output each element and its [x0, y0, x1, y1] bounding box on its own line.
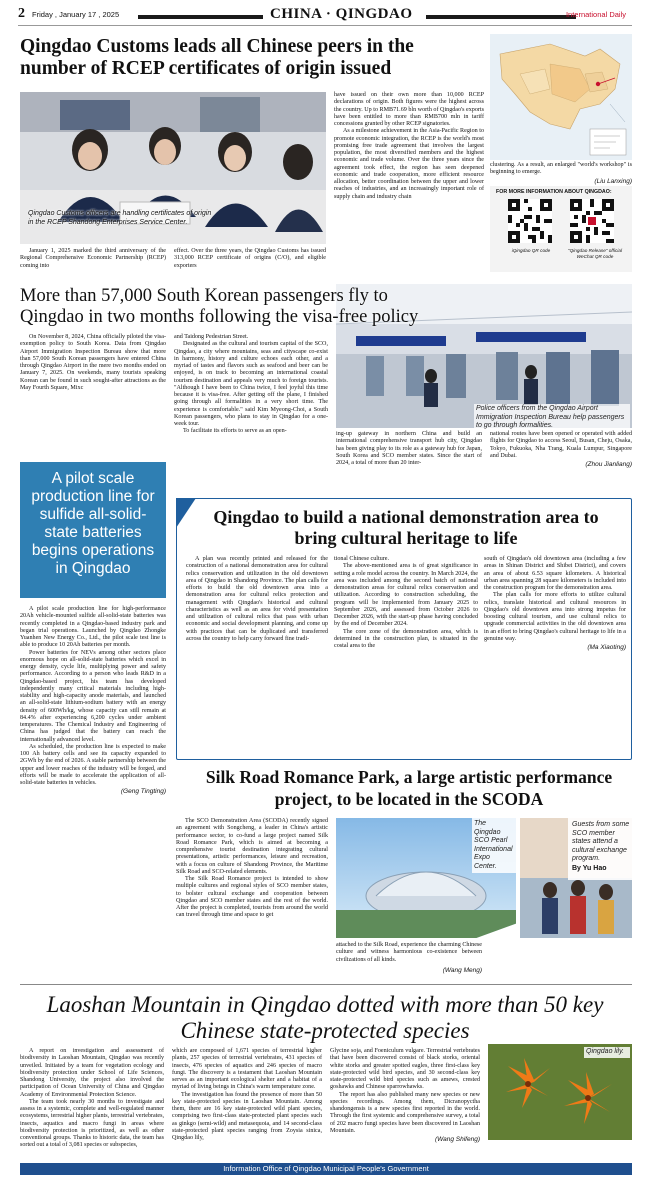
- article5-col3: Glycine soja, and Foeniculum vulgare. Terrestrial vertebrates that have been discovered consist of black storks, oriental white storks and greater spotted eagles, three first-class key state-protected wild bird species, and 30 second-class key state-protected wild bird species such as amews, crested goshawks and Chinese sparrowhawks. The report has also published many new species or new species recordings. Among them, Dicranopyctha shandongensis is a new species first reported in the world. Through the first systemic and comprehensive survey, a total of 202 macro fungi species have been discovered in Laoshan Mountain. (Wang Shifeng): [330, 1048, 480, 1143]
- footer-bar: [20, 1163, 632, 1175]
- article2-col4: national routes have been opened or operated with added flights for Qingdao to access Seoul, Busan, Cheju, Osaka, Tokyo, Fukuoka, Nha Trang, Kuala Lumpur, Singapore and Dubai. (Zhou Jianliang): [490, 431, 632, 468]
- wechat-qr-code[interactable]: [570, 199, 614, 243]
- article5-headline: Laoshan Mountain in Qingdao dotted with more than 50 key Chinese state-protected species: [46, 992, 604, 1043]
- article2-headline: More than 57,000 South Korean passengers fly to Qingdao in two months following the visa-free policy: [20, 286, 419, 327]
- publication-name: International Daily: [565, 10, 626, 19]
- header-rule: [18, 25, 632, 26]
- article4-col2: attached to the Silk Road, experience the charming Chinese culture and witness harmonious co-existence between civilizations of all kinds.: [336, 942, 482, 963]
- article4-credit: (Wang Meng): [442, 967, 482, 974]
- article5-col2: which are composed of 1,671 species of terrestrial higher plants, 257 species of terrestrial vertebrates, 431 species of insects, 476 species of aquatics and 246 species of macro fungi. The discovery is a testament that Laoshan Mountain serves as an important ecological shelter and a habitat of a myriad of living beings in China's warm temperature zone. The investigation has found the presence of more than 50 key state-protected species in Laoshan Mountain. Among them, there are 16 key state-protected wild plant species, comprising two first-class state-protected plant species such as ginkgo (semi-wild) and metasequoia, and 14 second-class state-protected plant species ranging from Zoysia sinica, Qingdao lily,: [172, 1048, 322, 1141]
- qingdao-lily-photo: [488, 1044, 632, 1140]
- header-divider-right: [426, 15, 576, 19]
- article1-credit: (Liu Lanxing): [594, 177, 632, 185]
- article5-rule: [20, 984, 632, 985]
- article4-col1: The SCO Demonstration Area (SCODA) recently signed an agreement with Songcheng, a leader in China's artistic performance sector, to co-fund a large project named Silk Road Romance Park, which is aimed at becoming a comprehensive tourist destination integrating cultural presentations, artistic performances, leisure and recreation, with a focus on culture of Shandong Province, the Maritime Silk Road and SCO-related elements. The Silk Road Romance project is intended to show multiple cultures and regional styles of SCO member states, to bolster cultural exchange and cooperation between Qingdao and SCO member states and the rest of the world. After the project is completed, tourists from around the world can travel through time and space to get: [176, 818, 328, 919]
- article3-col1: A plan was recently printed and released for the construction of a national demonstration area for cultural relics conservation and utilization in the old downtown area of Qingdao in Shandong Province. The plan calls for efforts to build the old downtown area into a demonstration area for cultural relics protection and management with Qingdao's historical and cultural characteristics as well as an area for vivid presentation and utilization of cultural relics that pass with urban economic and social development planning, and come up with practices that can be duplicated and transferred across the country to help carry forward fine tradi-: [186, 556, 328, 642]
- qr-info-box: [490, 186, 632, 272]
- article3-col2: tional Chinese culture. The above-mentioned area is of great significance in setting a role model across the country. In March 2024, the area was included among the second batch of national demonstration areas for cultural relics conservation and utilization. According to construction scheduling, the program will be implemented from January 2025 to September 2026, and assessed from October 2026 to December 2026, with the start-up phase having concluded by the end of December 2024. The core zone of the demonstration area, which is determined in the construction plan, is situated in the costal area to the: [334, 556, 478, 649]
- header-divider-left: [138, 15, 263, 19]
- article1-col1: January 1, 2025 marked the third anniversary of the Regional Comprehensive Economic Partnership (RCEP) coming into: [20, 248, 166, 269]
- qr-label-wechat: "Qingdao Release" official WeChat QR code: [567, 248, 623, 259]
- iqingdao-qr-code[interactable]: [508, 199, 552, 243]
- sco-guests-caption-box: [568, 818, 632, 880]
- article1-col4: clustering. As a result, an enlarged "world's workshop" is beginning to emerge. (Liu Lanxing): [490, 162, 632, 185]
- qr-label-iqingdao: iQingdao QR code: [511, 248, 551, 253]
- article2-col1: On November 8, 2024, China officially piloted the visa-exemption policy to South Korea. Data from Qingdao Airport Immigration Inspection Bureau show that more than 57,000 South Korean passengers have entered China through Qingdao Airport in the mere two months ended on January 7, 2025. On weekends, many tourists speaking Korean can be found in such sought-after attractions as the May Fourth Square, Mixc: [20, 334, 166, 391]
- article3-col3: south of Qingdao's old downtown area (including a few areas in Shinan District and Shibei District), and covers an area of about 6.53 square kilometers. A historical urban area spanning 28 square kilometers is included into the construction program for the demonstration area. The plan calls for more efforts to utilize cultural relics, translate historical and cultural resources in Qingdao's old downtown area into strong impetus for boosting cultural tourism, and use cultural relics to upgrade commercial activities in the old downtown area in an effort to bring Qingdao's cultural heritage to life in a genuine way. (Ma Xiaoting): [484, 556, 626, 651]
- article4-headline: Silk Road Romance Park, a large artistic performance project, to be located in the SCODA: [205, 767, 613, 809]
- article2-credit: (Zhou Jianliang): [585, 461, 632, 468]
- page-number: 2: [18, 6, 25, 21]
- pilot-headline: A pilot scale production line for sulfide all-solid-state batteries begins operations in Qingdao: [31, 470, 155, 577]
- article4-caption2: Guests from some SCO member states attend a cultural exchange program.: [572, 821, 630, 862]
- article1-col2: effect. Over the three years, the Qingdao Customs has issued 313,000 RCEP certificate of origins (C/O), and eligible exporters: [174, 248, 326, 269]
- page-date: Friday , January 17 , 2025: [32, 10, 120, 19]
- pilot-headline-box: [20, 462, 166, 598]
- article5-credit: (Wang Shifeng): [434, 1136, 480, 1143]
- pilot-credit: (Geng Tingting): [120, 788, 166, 796]
- article2-col2: and Taidong Pedestrian Street. Designated as the cultural and tourism capital of the SCO, Qingdao, a city where mountains, seas and cityscape co-exist in harmony, history and culture echoes each other, and a myriad of tastes and flavors such as seafood and beer can be enjoyed, is on track to becoming an international coastal tourism destination and appeals very much to foreign tourists. "Although I have been to China twice, I feel joyful this time because it is visa-free. After getting off the plane, I finished going through all formalities in a very short time. The experience is comfortable." said Kim Myeong-Choi, a South Korean passengers, who plans to stay in Qingdao for a one-week tour. To facilitate its efforts to serve as an open-: [174, 334, 328, 435]
- article3-credit: (Ma Xiaoting): [587, 644, 626, 651]
- section-title: CHINA · QINGDAO: [270, 6, 413, 22]
- article1-photo-caption: Qingdao Customs officers are handling certificates of origin in the RCEP Shandong Enterprises Service Center.: [28, 210, 212, 226]
- article3-headline: Qingdao to build a national demonstration area to bring cultural heritage to life: [213, 507, 599, 548]
- article5-col1: A report on investigation and assessment of biodiversity in Laoshan Mountain, Qingdao was recently unveiled. Initiated by a team for vegetation ecology and biodiversity protection under School of Life Sciences, Shandong University, the project also involved the participation of Ocean University of China and Qingdao Academy of Environmental Protection Science. The team took nearly 30 months to investigate and assess in a systemic, complete and well-regulated manner ecosystems, terrestrial higher plants, terrestrial vertebrates, insects, aquatics and macro fungi in areas where biodiversity protection is prioritized, as well as other conventional groups. Thanks to historic data, the team has sorted out a total of 3,081 species or subspecies,: [20, 1048, 164, 1149]
- rcep-map: [490, 34, 632, 160]
- article1-col3: have issued on their own more than 10,000 RCEP declarations of origin. Both figures were the highest across the country. Up to RMB71.69 bln worth of Qingdao's exports have been entitled to more than RMB700 mln in tariff concessions granted by other RCEP signatories. As a milestone achievement in the Asia-Pacific Region to promote economic integration, the RCEP is the world's most promising free trade agreement that involves the largest population, the most diversified members and the highest economic and trade volume. Over the three years since the agreement took effect, the region has seen deepened economic and trade cooperation, more efficient resource allocation, better coordination between the upper and lower reaches of industries, and an increasingly important role of supply chain and industry chain: [334, 92, 484, 200]
- article4-byline: By Yu Hao: [572, 865, 607, 872]
- article1-headline: Qingdao Customs leads all Chinese peers in the number of RCEP certificates of origin issued: [20, 36, 414, 79]
- article2-photo-caption: Police officers from the Qingdao Airport Immigration Inspection Bureau help passengers to go through formalities.: [474, 404, 630, 432]
- footer-text: Information Office of Qingdao Municipal People's Government: [223, 1164, 429, 1173]
- article2-col3: ing-up gateway in northern China and build an international comprehensive transport hub city, Qingdao has been giving play to its role as a gateway hub for Japan, South Korea and SCO member states. Since the start of 2024, a total of more than 20 inter-: [336, 431, 482, 466]
- qr-box-title: FOR MORE INFORMATION ABOUT QINGDAO:: [496, 189, 612, 195]
- pilot-body: A pilot scale production line for high-performance 20Ah vehicle-mounted sulfide all-solid-state batteries was recently completed in a Qingdao-based industry park and began trial operations. Launched by Qingdao Zhongke Yuanhen New Energy Co., Ltd., the pilot scale test line is able to produce 10 20Ah batteries per month. Power batteries for NEVs among other sectors place enormous hope on all-solid-state batteries which excel in energy density, cycle life, multiplying power and safety performance. According to a person who leads R&D in a Qingdao-based project, his team has developed independently many critical materials including high-stability and high-capacity anode materials, and launched an all-solid-state lithium-sodium battery with an energy density of 600Wh/kg, whose capacity can still remain at 84.4% after experiencing 6,200 cycles under ambient temperatures. The Chemical Industry and Engineering of China has judged that the battery can reach the internationally advanced level. As scheduled, the production line is expected to make 100 Ah battery cells and see its capacity expanded to 2GWh by the end of 2026. A stable partnership between the upper and lower reaches of the industry will be forged, and efforts will be made to accelerate the application of all-solid-state batteries in vehicles. (Geng Tingting): [20, 606, 166, 796]
- article4-caption1: The Qingdao SCO Pearl International Expo Center.: [472, 818, 516, 873]
- article5-photo-caption: Qingdao lily.: [584, 1047, 630, 1058]
- page-header: [18, 6, 632, 28]
